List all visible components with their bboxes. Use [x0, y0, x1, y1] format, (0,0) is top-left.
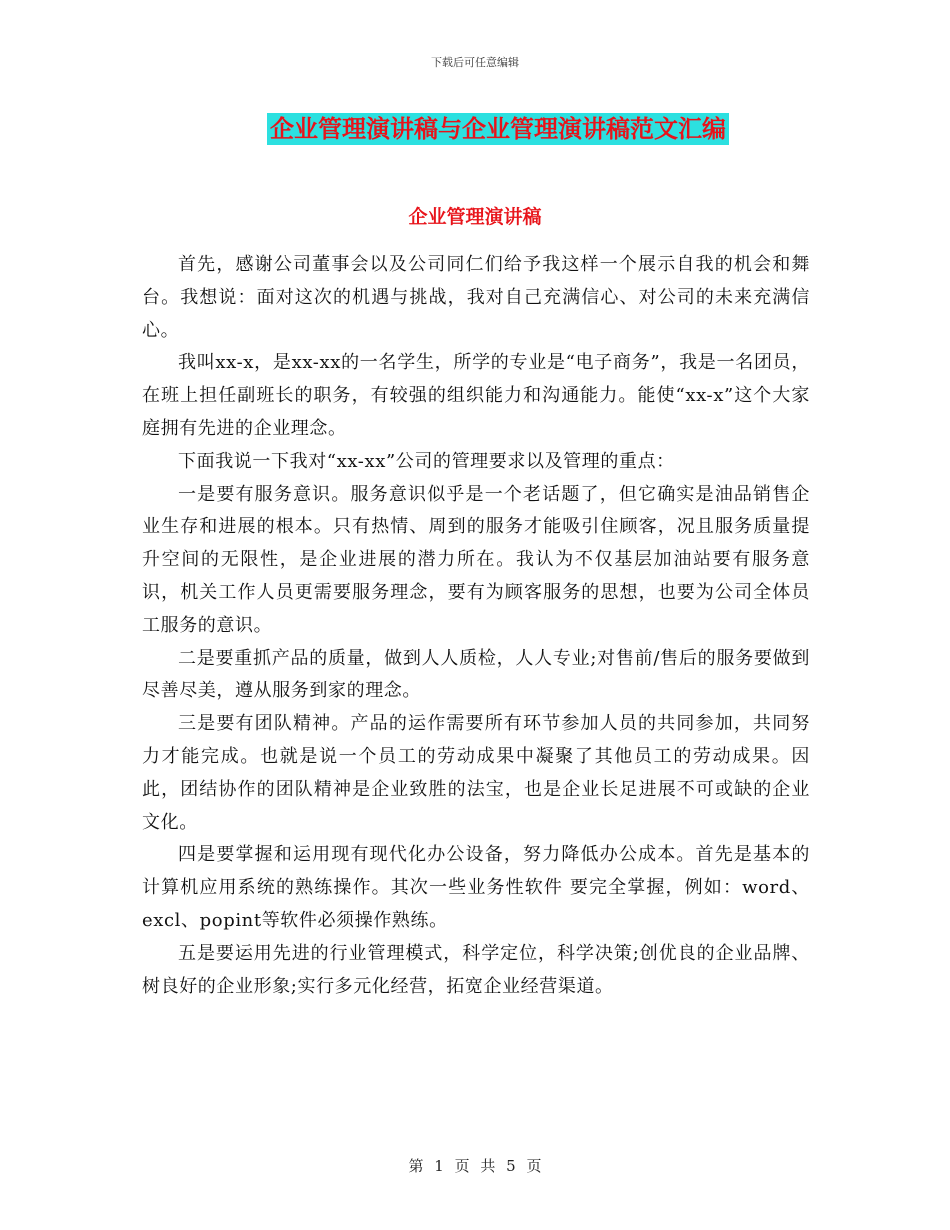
- header-note: 下载后可任意编辑: [431, 56, 519, 69]
- paragraph: 三是要有团队精神。产品的运作需要所有环节参加人员的共同参加，共同努力才能完成。也就是说一个员工的劳动成果中凝聚了其他员工的劳动成果。因此，团结协作的团队精神是企业致胜的法宝，也是企业长足进展不可或缺的企业文化。: [142, 713, 810, 833]
- paragraph: 四是要掌握和运用现有现代化办公设备，努力降低办公成本。首先是基本的计算机应用系统的熟练操作。其次一些业务性软件 要完全掌握，例如：word、excl、popint等软件必须操作熟练。: [142, 844, 810, 931]
- paragraph: 二是要重抓产品的质量，做到人人质检，人人专业;对售前/售后的服务要做到尽善尽美，遵从服务到家的理念。: [142, 647, 810, 702]
- paragraph: 一是要有服务意识。服务意识似乎是一个老话题了，但它确实是油品销售企业生存和进展的根本。只有热情、周到的服务才能吸引住顾客，况且服务质量提升空间的无限性，是企业进展的潜力所在。我认为不仅基层加油站要有服务意识，机关工作人员更需要服务理念，要有为顾客服务的思想，也要为公司全体员工服务的意识。: [142, 483, 810, 636]
- paragraph: 我叫xx-x，是xx-xx的一名学生，所学的专业是“电子商务”，我是一名团员，在班上担任副班长的职务，有较强的组织能力和沟通能力。能使“xx-x”这个大家庭拥有先进的企业理念。: [142, 352, 810, 439]
- paragraph: 五是要运用先进的行业管理模式，科学定位，科学决策;创优良的企业品牌、树良好的企业形象;实行多元化经营，拓宽企业经营渠道。: [142, 942, 810, 997]
- document-body: [142, 249, 810, 1003]
- section-title: 企业管理演讲稿: [408, 206, 542, 228]
- document-title-container: [0, 113, 950, 145]
- paragraph: 首先，感谢公司董事会以及公司同仁们给予我这样一个展示自我的机会和舞台。我想说：面对这次的机遇与挑战，我对自己充满信心、对公司的未来充满信心。: [142, 254, 810, 341]
- paragraph: 下面我说一下我对“xx-xx”公司的管理要求以及管理的重点：: [178, 450, 675, 472]
- page-number-footer: 第 1 页 共 5 页: [408, 1157, 542, 1175]
- document-title: 企业管理演讲稿与企业管理演讲稿范文汇编: [267, 113, 729, 145]
